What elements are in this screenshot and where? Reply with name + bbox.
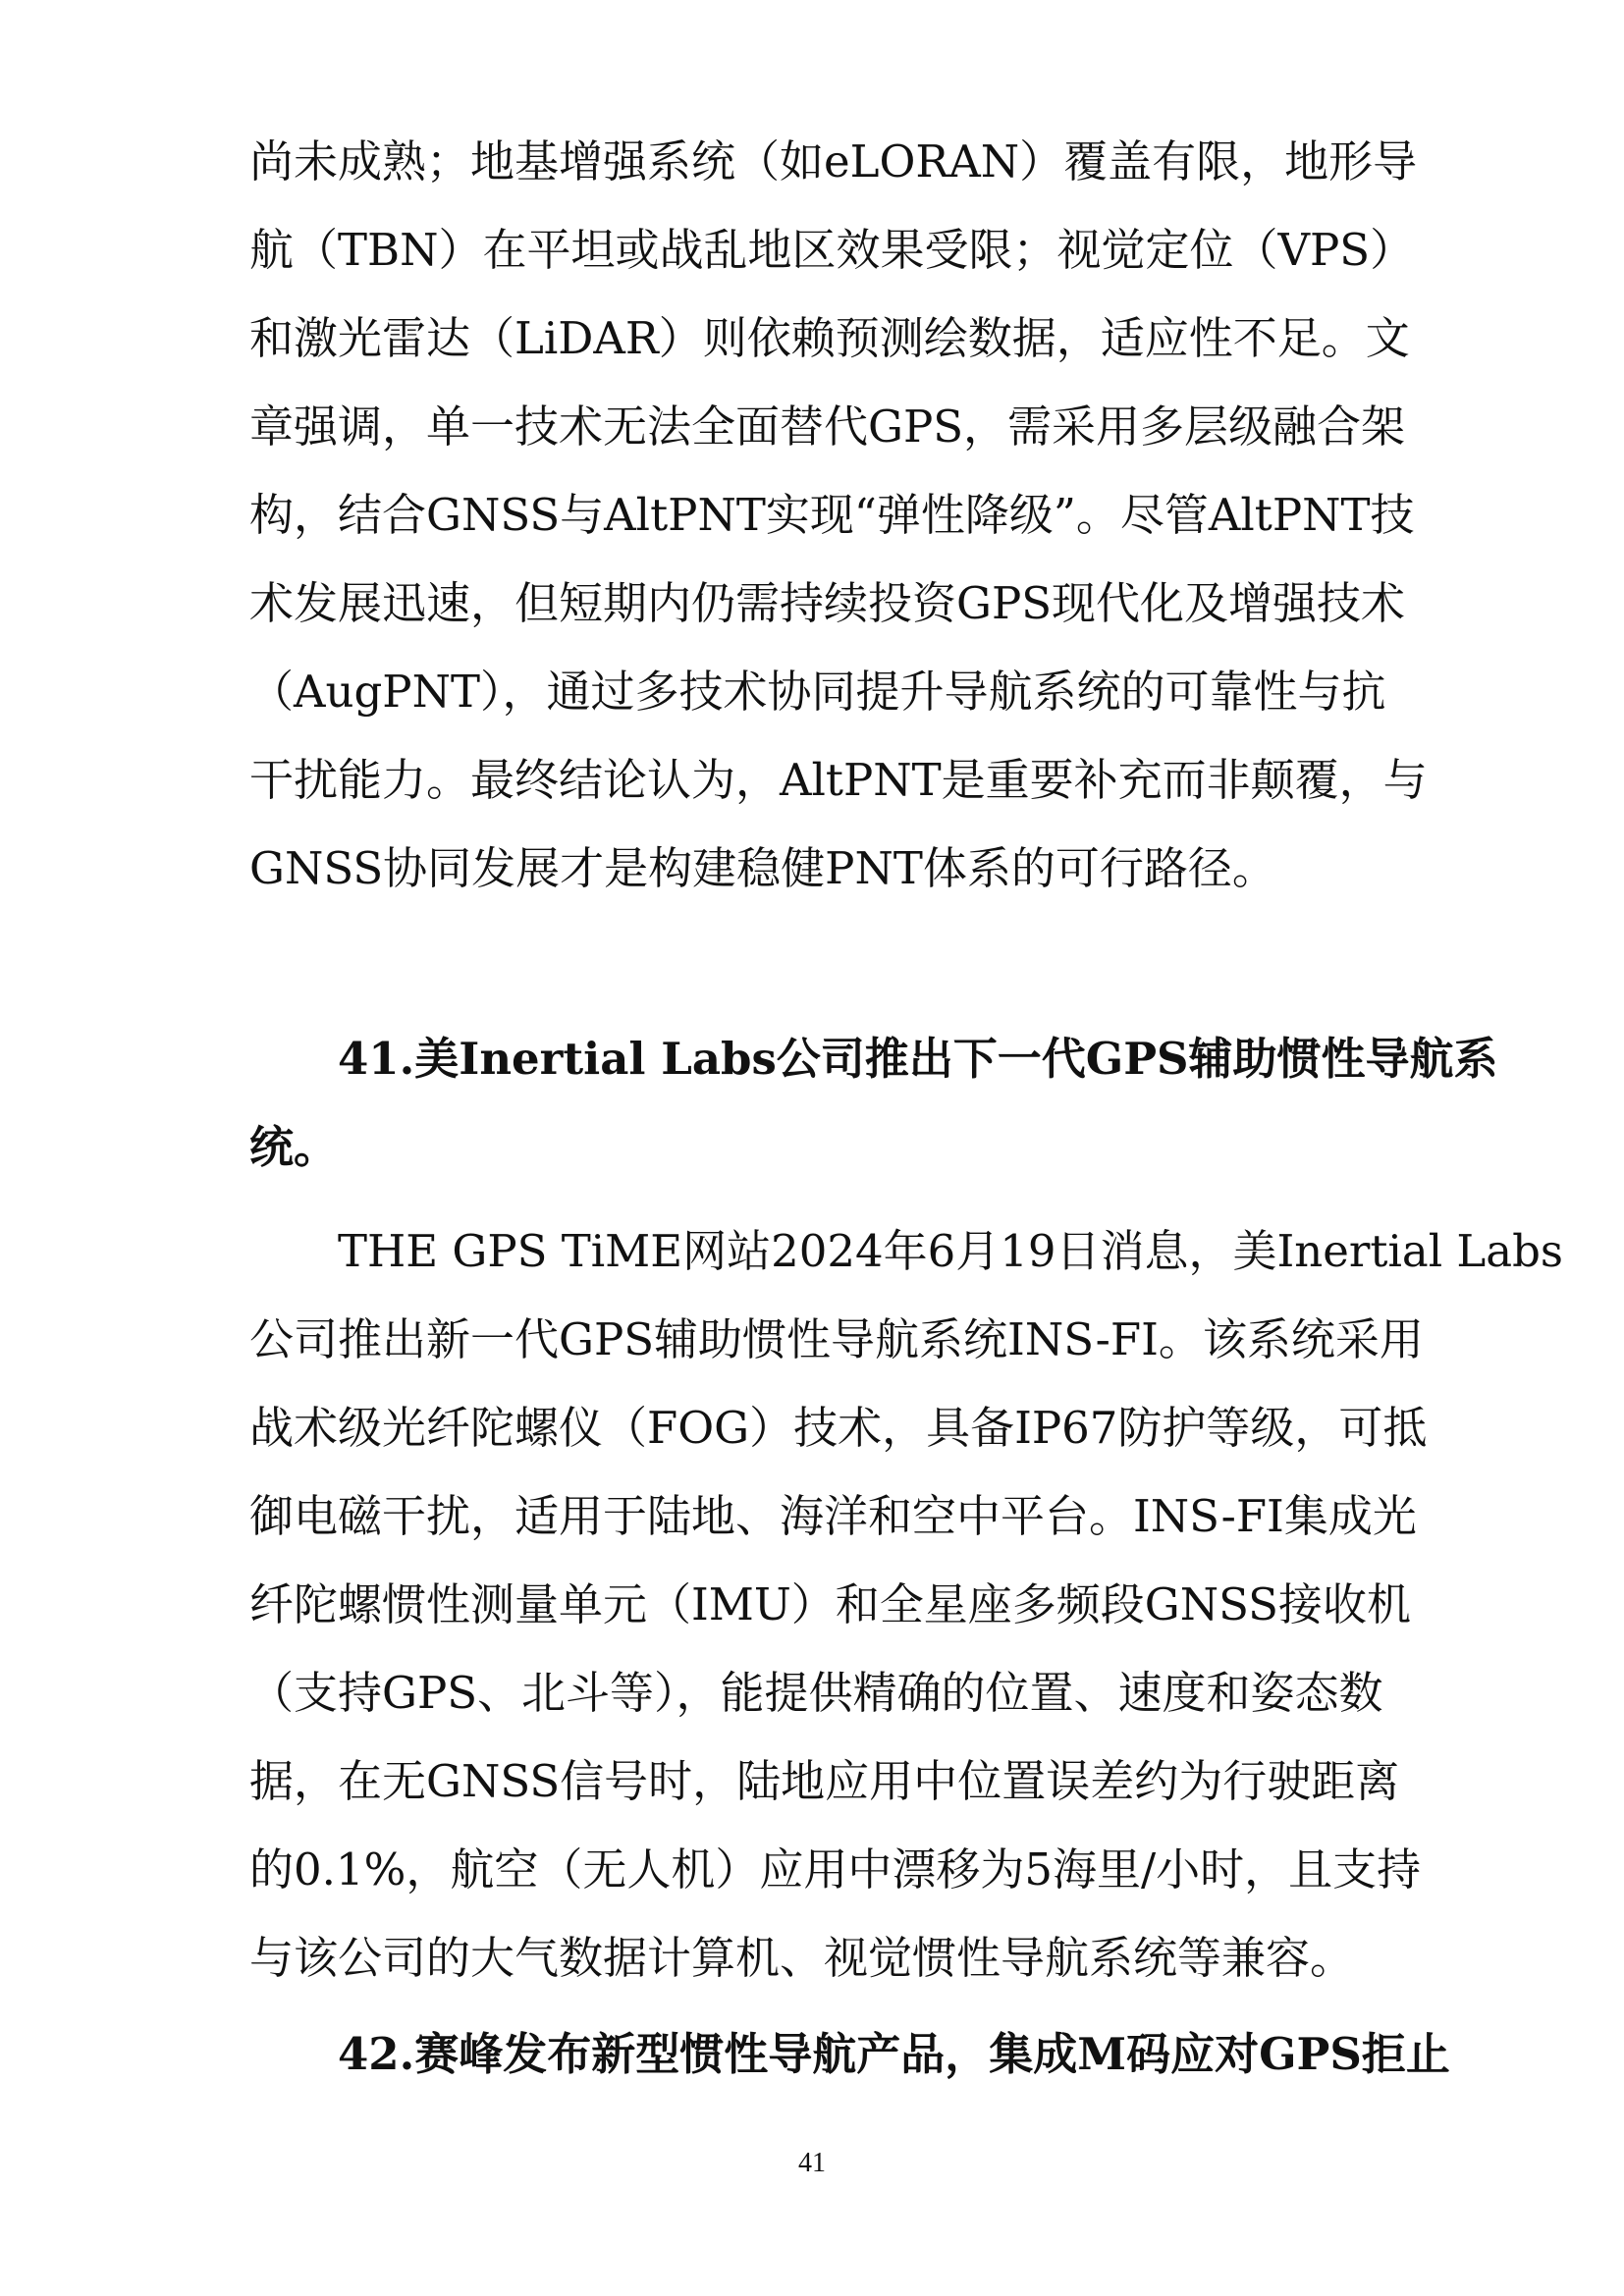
text-line: 的0.1%，航空（无人机）应用中漂移为5海里/小时，且支持 <box>249 1843 1422 1896</box>
text-line: 与该公司的大气数据计算机、视觉惯性导航系统等兼容。 <box>249 1932 1355 1984</box>
text-line: 航（TBN）在平坦或战乱地区效果受限；视觉定位（VPS） <box>249 224 1415 276</box>
text-line: 章强调，单一技术无法全面替代GPS，需采用多层级融合架 <box>249 400 1406 453</box>
text-line: 构，结合GNSS与AltPNT实现“弹性降级”。尽管AltPNT技 <box>249 489 1415 541</box>
section-heading-41 <box>249 1015 1498 1192</box>
text-line: GNSS协同发展才是构建稳健PNT体系的可行路径。 <box>249 842 1276 894</box>
heading-line: 41.美Inertial Labs公司推出下一代GPS辅助惯性导航系 <box>338 1033 1498 1085</box>
text-line: 御电磁干扰，适用于陆地、海洋和空中平台。INS-FI集成光 <box>249 1490 1417 1542</box>
heading-line: 42.赛峰发布新型惯性导航产品，集成M码应对GPS拒止 <box>338 2028 1450 2080</box>
paragraph-continued <box>249 118 1428 913</box>
text-line: 术发展迅速，但短期内仍需持续投资GPS现代化及增强技术 <box>249 577 1406 629</box>
text-line: （支持GPS、北斗等），能提供精确的位置、速度和姿态数 <box>249 1667 1383 1719</box>
text-line: 公司推出新一代GPS辅助惯性导航系统INS-FI。该系统采用 <box>249 1313 1424 1365</box>
heading-line: 统。 <box>249 1121 339 1173</box>
text-line: （AugPNT），通过多技术协同提升导航系统的可靠性与抗 <box>249 666 1386 718</box>
text-line: 干扰能力。最终结论认为，AltPNT是重要补充而非颠覆，与 <box>249 754 1428 806</box>
text-line: 尚未成熟；地基增强系统（如eLORAN）覆盖有限，地形导 <box>249 135 1418 187</box>
text-line: 战术级光纤陀螺仪（FOG）技术，具备IP67防护等级，可抵 <box>249 1402 1428 1454</box>
text-line: 和激光雷达（LiDAR）则依赖预测绘数据，适应性不足。文 <box>249 312 1410 364</box>
text-line: 纤陀螺惯性测量单元（IMU）和全星座多频段GNSS接收机 <box>249 1578 1411 1630</box>
section-heading-42 <box>249 2010 1450 2099</box>
text-line: THE GPS TiME网站2024年6月19日消息，美Inertial Labs <box>338 1225 1564 1277</box>
page-number: 41 <box>798 2148 826 2178</box>
paragraph-41 <box>249 1207 1564 2002</box>
text-line: 据，在无GNSS信号时，陆地应用中位置误差约为行驶距离 <box>249 1755 1400 1807</box>
